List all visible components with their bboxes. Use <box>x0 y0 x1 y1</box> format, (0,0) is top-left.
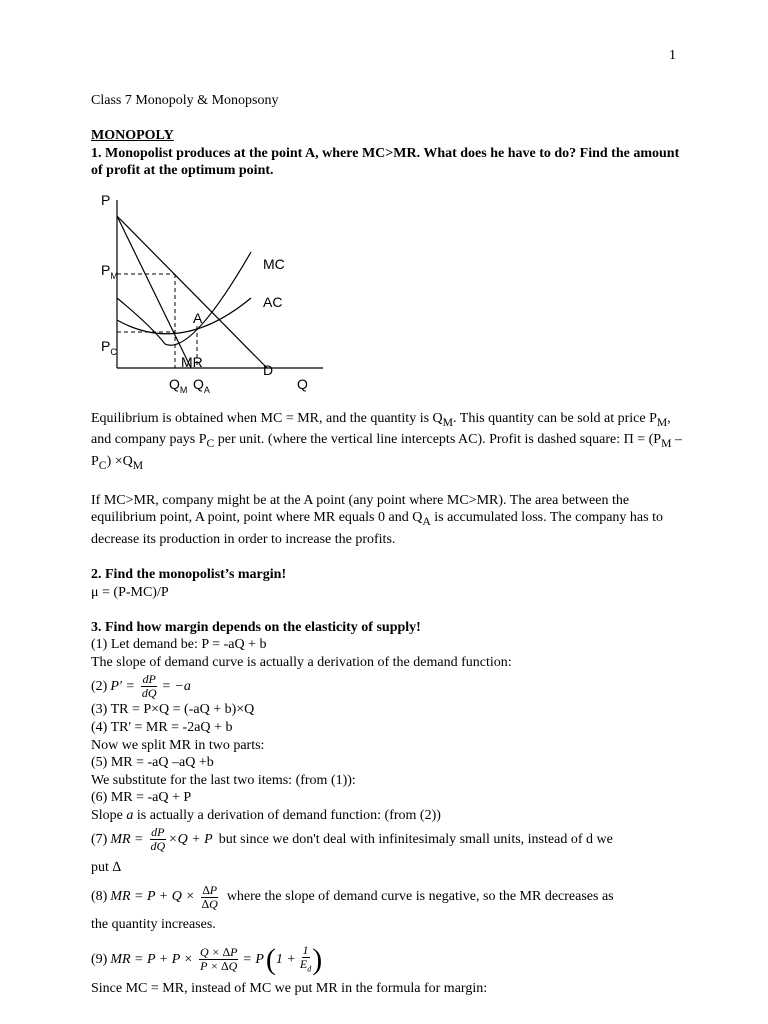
equation-8: (8) MR = P + Q × $\frac{\Delta P}{\Delta Q}$ where the slope of demand curve is negative, so the MR decreases as <box>91 882 614 911</box>
slope-note: The slope of demand curve is actually a derivation of the demand function: <box>91 654 512 670</box>
graph-label-ac: AC <box>263 293 283 310</box>
graph-label-pm: $P_M$ <box>101 261 118 281</box>
graph-label-mc: MC <box>263 255 285 272</box>
question-3: 3. Find how margin depends on the elasticity of supply! <box>91 619 421 635</box>
equation-9: (9) MR = P + P × $\frac{Q \times \Delta P}{P \times \Delta Q}$ = P ( 1 + $\frac{1}{E_d}$ ) <box>91 942 323 976</box>
document-body <box>91 92 691 997</box>
graph-label-pc: $P_C$ <box>101 337 117 357</box>
step-5: (5) MR = -aQ –aQ +b <box>91 755 214 771</box>
slope-a-note: Slope a is actually a derivation of demand function: (from (2)) <box>91 808 441 824</box>
section-heading: MONOPOLY <box>91 128 174 144</box>
graph-label-qa: $Q_A$ <box>193 375 210 395</box>
paragraph-equilibrium: Equilibrium is obtained when MC = MR, and the quantity is $Q_M$. This quantity can be sold at price $P_M$, and company pays $P_C$ per unit. (where the vertical line intercepts AC). Profit is dashed square: $\Pi = (P_M - P_C) \times Q_M$ <box>91 410 682 472</box>
graph-label-qm: $Q_M$ <box>169 375 188 395</box>
split-note: Now we split MR in two parts: <box>91 737 265 753</box>
doc-title: Class 7 Monopoly & Monopsony <box>91 93 279 108</box>
step-6: (6) MR = -aQ + P <box>91 790 192 806</box>
question-1: 1. Monopolist produces at the point A, where MC>MR. What does he have to do? Find the amount of profit at the optimum point. <box>91 145 680 179</box>
step-1: (1) Let demand be: P = -aQ + b <box>91 637 267 653</box>
equation-7: (7) MR = $\frac{dP}{dQ}$ ×Q + P but since we don't deal with infinitesimaly small units, instead of d we <box>91 825 613 854</box>
step-4: (4) TR' = MR = -2aQ + b <box>91 720 233 736</box>
step-3: (3) TR = P×Q = (-aQ + b)×Q <box>91 702 255 718</box>
put-delta: put ∆ <box>91 859 121 875</box>
mr-curve <box>117 216 191 368</box>
final-note: Since MC = MR, instead of MC we put MR in the formula for margin: <box>91 980 488 996</box>
demand-curve <box>117 216 267 368</box>
graph-label-mr: MR <box>181 353 203 370</box>
paragraph-loss: If MC>MR, company might be at the A point (any point where MC>MR). The area between the equilibrium point, A point, point where MR equals 0 and $Q_A$ is accumulated loss. The company has to decrease its production in order to increase the profits. <box>91 492 663 547</box>
graph-label-q: Q <box>297 375 308 392</box>
question-2: 2. Find the monopolist’s margin! <box>91 566 287 582</box>
monopoly-graph <box>91 186 351 404</box>
increases-note: the quantity increases. <box>91 917 216 933</box>
graph-label-p: P <box>101 191 111 208</box>
margin-formula: μ = (P-MC)/P <box>91 584 169 600</box>
graph-label-d: D <box>263 361 274 378</box>
substitute-note: We substitute for the last two items: (from (1)): <box>91 772 356 788</box>
equation-2: (2) P' = $\frac{dP}{dQ}$ = −a <box>91 671 191 700</box>
monopoly-graph-svg <box>91 186 351 404</box>
page-number: 1 <box>669 48 676 63</box>
graph-label-a: A <box>193 309 203 326</box>
